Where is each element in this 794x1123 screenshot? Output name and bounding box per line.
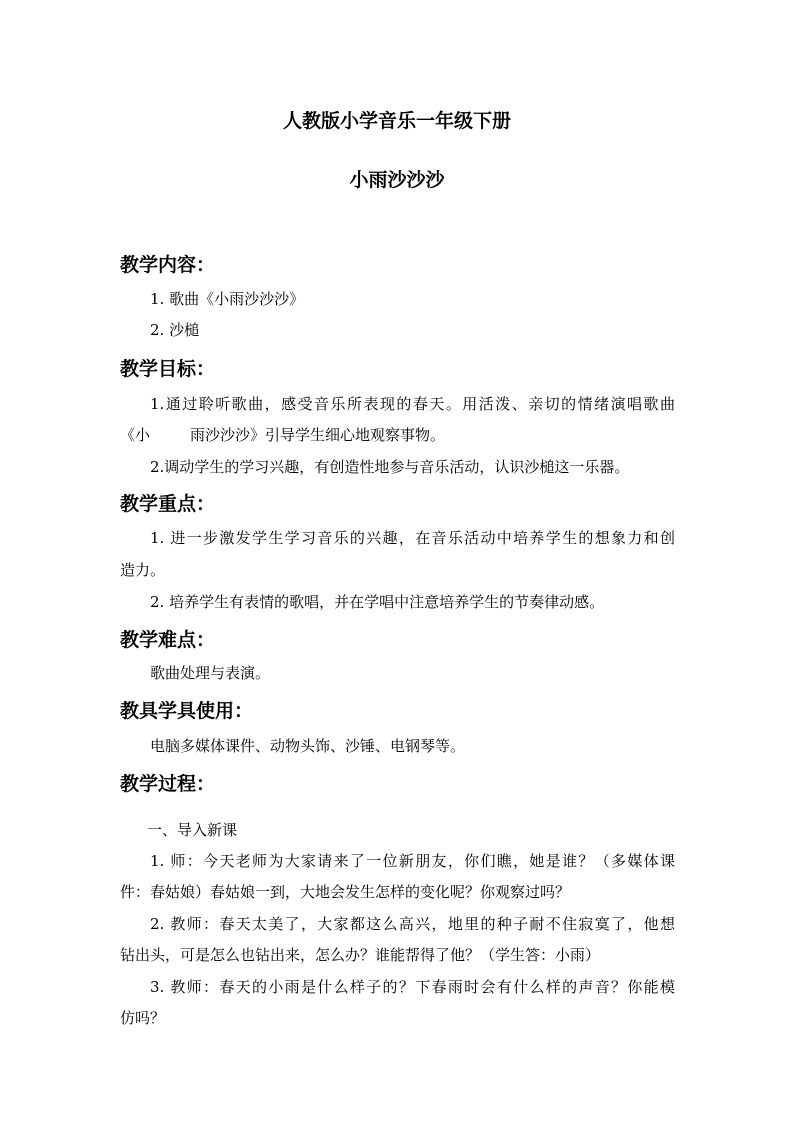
section-heading-tools: 教具学具使用： xyxy=(120,700,254,722)
section-heading-process: 教学过程： xyxy=(120,773,216,795)
section-heading-content: 教学内容： xyxy=(120,254,216,276)
doc-title: 人教版小学音乐一年级下册 xyxy=(282,110,511,132)
process-p2-line-2: 钻出头，可是怎么也钻出来，怎么办？谁能帮得了他？（学生答：小雨） xyxy=(120,946,601,964)
key-line-3: 2. 培养学生有表情的歌唱，并在学唱中注意培养学生的节奏律动感。 xyxy=(150,593,605,611)
process-p3-line-2: 仿吗？ xyxy=(120,1009,166,1027)
section-heading-goals: 教学目标： xyxy=(120,358,216,380)
process-intro: 一、导入新课 xyxy=(147,821,238,839)
goals-line-1: 1.通过聆听歌曲，感受音乐所表现的春天。用活泼、亲切的情绪演唱歌曲 xyxy=(150,395,675,413)
section-heading-difficulty: 教学难点： xyxy=(120,629,216,651)
goals-line-3: 2.调动学生的学习兴趣，有创造性地参与音乐活动，认识沙槌这一乐器。 xyxy=(150,458,630,476)
tools-line-1: 电脑多媒体课件、动物头饰、沙锤、电钢琴等。 xyxy=(150,737,466,755)
goals-line-2 xyxy=(120,424,445,445)
content-item-2: 2. 沙槌 xyxy=(150,321,200,339)
process-p1-line-2: 件：春姑娘）春姑娘一到，大地会发生怎样的变化呢？你观察过吗？ xyxy=(120,883,571,901)
key-line-2: 造力。 xyxy=(120,561,166,579)
section-heading-key: 教学重点： xyxy=(120,493,216,515)
goals-line-2b: 雨沙沙沙》引导学生细心地观察事物。 xyxy=(190,426,446,444)
key-line-1: 1. 进一步激发学生学习音乐的兴趣，在音乐活动中培养学生的想象力和创 xyxy=(150,529,675,547)
content-item-1: 1. 歌曲《小雨沙沙沙》 xyxy=(150,290,305,308)
goals-line-2a: 《小 xyxy=(120,426,151,444)
doc-subtitle: 小雨沙沙沙 xyxy=(349,169,445,191)
difficulty-line-1: 歌曲处理与表演。 xyxy=(150,664,271,682)
process-p1-line-1: 1. 师：今天老师为大家请来了一位新朋友，你们瞧，她是谁？（多媒体课 xyxy=(150,852,675,870)
process-p3-line-1: 3. 教师：春天的小雨是什么样子的？下春雨时会有什么样的声音？你能模 xyxy=(150,978,675,996)
process-p2-line-1: 2. 教师：春天太美了，大家都这么高兴，地里的种子耐不住寂寞了，他想 xyxy=(150,915,675,933)
